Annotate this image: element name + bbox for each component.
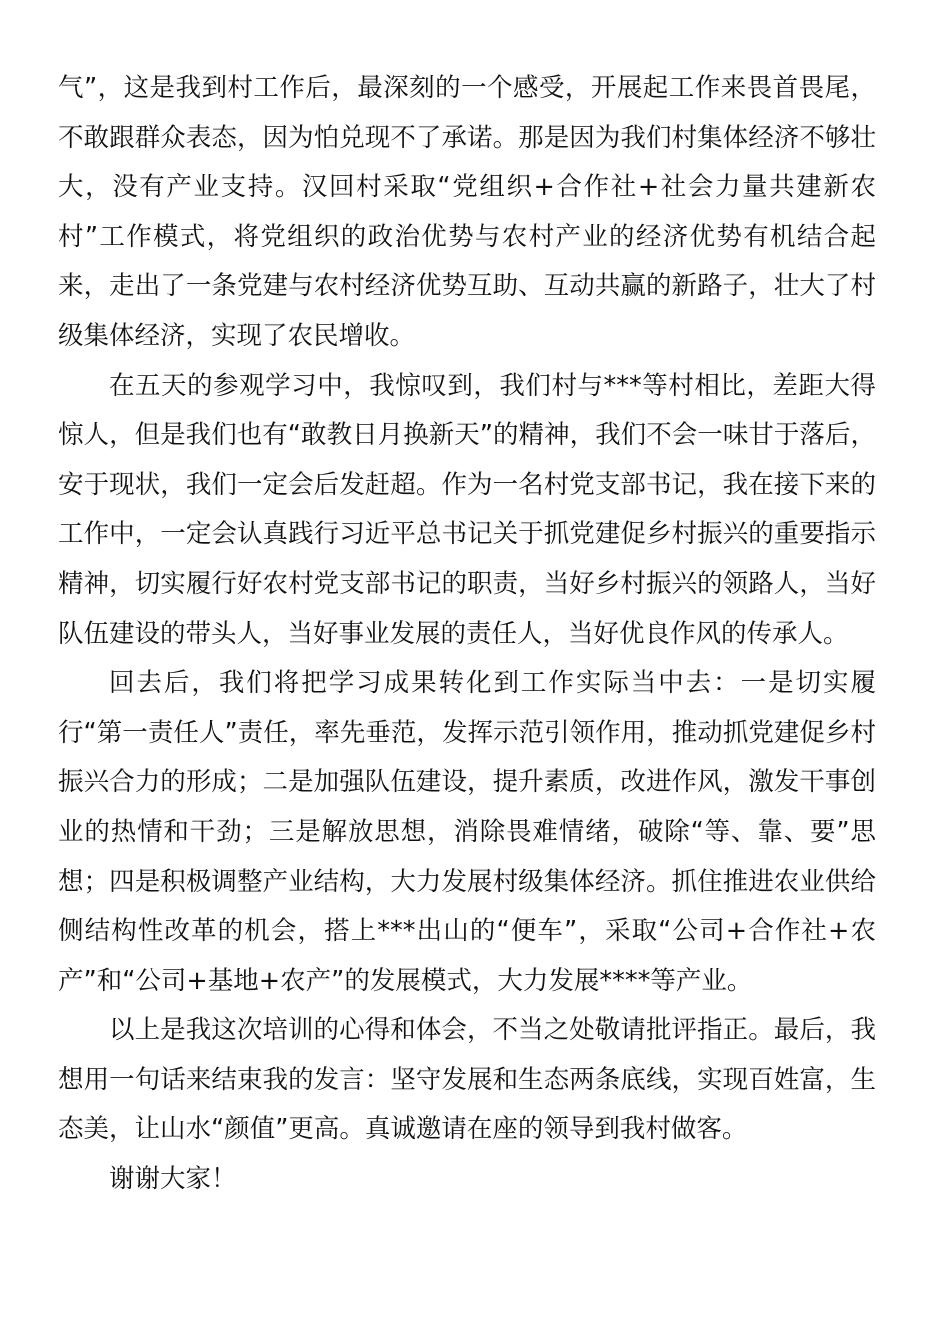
paragraph-study-reflection: 在五天的参观学习中，我惊叹到，我们村与***等村相比，差距大得惊人，但是我们也有“敢教日月换新天”的精神，我们不会一味甘于落后，安于现状，我们一定会后发赶超。作为一名村党支部书记，我在接下来的工作中，一定会认真践行习近平总书记关于抓党建促乡村振兴的重要指示精神，切实履行好农村党支部书记的职责，当好乡村振兴的领路人，当好队伍建设的带头人，当好事业发展的责任人，当好优良作风的传承人。 [58, 370, 876, 649]
paragraph-thanks: 谢谢大家！ [109, 1164, 237, 1195]
paragraph-continuation: 气”，这是我到村工作后，最深刻的一个感受，开展起工作来畏首畏尾，不敢跟群众表态，因为怕兑现不了承诺。那是因为我们村集体经济不够壮大，没有产业支持。汉回村采取“党组织+合作社+社会力量共建新农村”工作模式，将党组织的政治优势与农村产业的经济优势有机结合起来，走出了一条党建与农村经济优势互助、互动共赢的新路子，壮大了村级集体经济，实现了农民增收。 [58, 73, 876, 351]
paragraph-conclusion: 以上是我这次培训的心得和体会，不当之处敬请批评指正。最后，我想用一句话来结束我的发言：坚守发展和生态两条底线，实现百姓富，生态美，让山水“颜值”更高。真诚邀请在座的领导到我村做客。 [58, 1015, 876, 1145]
paragraph-action-plan: 回去后，我们将把学习成果转化到工作实际当中去：一是切实履行“第一责任人”责任，率先垂范，发挥示范引领作用，推动抓党建促乡村振兴合力的形成；二是加强队伍建设，提升素质，改进作风，激发干事创业的热情和干劲；三是解放思想，消除畏难情绪，破除“等、靠、要”思想；四是积极调整产业结构，大力发展村级集体经济。抓住推进农业供给侧结构性改革的机会，搭上***出山的“便车”，采取“公司+合作社+农产”和“公司+基地+农产”的发展模式，大力发展****等产业。 [58, 668, 876, 996]
document-body [58, 64, 876, 1205]
